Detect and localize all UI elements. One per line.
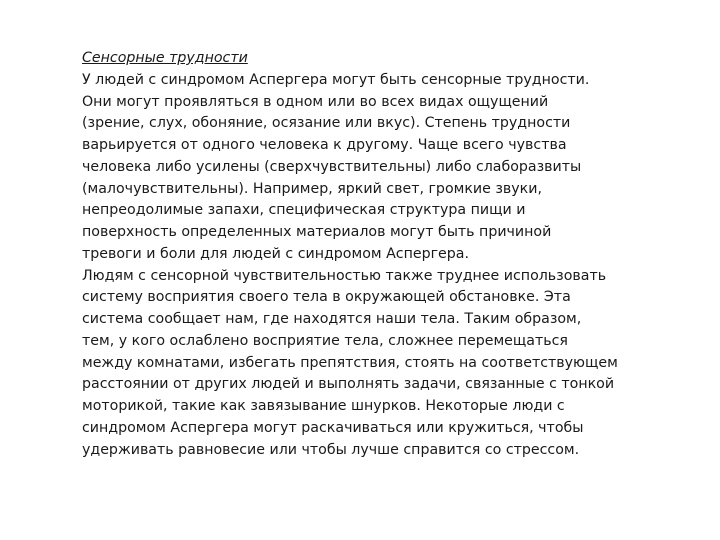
body-line: тревоги и боли для людей с синдромом Аспергера. xyxy=(82,245,469,262)
body-line: непреодолимые запахи, специфическая структура пищи и xyxy=(82,202,526,219)
body-line: расстоянии от других людей и выполнять задачи, связанные с тонкой xyxy=(82,376,615,393)
body-line: тем, у кого ослаблено восприятие тела, сложнее перемещаться xyxy=(82,332,568,349)
body-line: моторикой, такие как завязывание шнурков. Некоторые люди с xyxy=(82,398,565,414)
body-line: систему восприятия своего тела в окружающей обстановке. Эта xyxy=(82,289,571,306)
body-line: поверхность определенных материалов могут быть причиной xyxy=(82,224,552,240)
body-line: Они могут проявляться в одном или во всех видах ощущений xyxy=(82,93,549,110)
body-line: между комнатами, избегать препятствия, стоять на соответствующем xyxy=(82,354,618,371)
body-line: система сообщает нам, где находятся наши тела. Таким образом, xyxy=(82,311,582,327)
text-block xyxy=(82,48,662,461)
body-line: Людям с сенсорной чувствительностью также труднее использовать xyxy=(82,267,607,284)
section-heading: Сенсорные трудности xyxy=(82,50,248,66)
body-line: человека либо усилены (сверхчувствительны) либо слаборазвиты xyxy=(82,158,582,175)
body-line: У людей с синдромом Аспергера могут быть сенсорные трудности. xyxy=(82,71,590,88)
body-line: удерживать равновесие или чтобы лучше справится со стрессом. xyxy=(82,441,580,458)
body-line: (малочувствительны). Например, яркий свет, громкие звуки, xyxy=(82,180,542,197)
body-line: варьируется от одного человека к другому. Чаще всего чувства xyxy=(82,137,567,153)
body-line: (зрение, слух, обоняние, осязание или вкус). Степень трудности xyxy=(82,115,571,132)
body-line: синдромом Аспергера могут раскачиваться или кружиться, чтобы xyxy=(82,419,584,436)
